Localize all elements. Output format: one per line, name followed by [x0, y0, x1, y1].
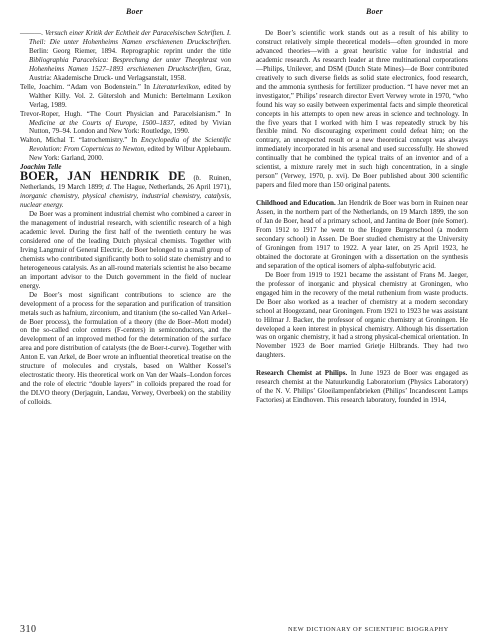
bib-text: edited by Vivian Nutton, 79–94. London and New York: Routledge, 1990.: [29, 118, 231, 136]
entry-name: BOER, JAN HENDRIK DE: [20, 169, 186, 184]
entry-text: (: [185, 174, 196, 183]
right-column: [256, 29, 468, 405]
bibliography-entry: [20, 83, 231, 110]
entry-text: Ruinen, Netherlands, 19 March 1899;: [20, 174, 231, 192]
paragraph: De Boer’s most significant contributions to science are the development of a process for the separation and purification of transition metals such as hafnium, zirconium, and titanium (the so-called Van Arkel–de Boer process), the formulation of a theory (the de Boer–Mott model) on the so-called color centers (F-centers) in semiconductors, and the development of an improved method for the determination of the surface area and pore distribution of catalysts (the de Boer-t-curve). Together with Anton E. van Arkel, de Boer wrote an influential theoretical treatise on the structure of molecules and crystals, based on Walther Kossel’s electrostatic theory. His theoretical work on Van der Waals–London forces and the role of electric “double layers” in colloids prepared the road for the DLVO theory (Derjaguin, Landau, Verwey, Overbeek) on the stability of colloids.: [20, 290, 231, 407]
left-column: [20, 29, 231, 407]
section-paragraph: [256, 369, 468, 405]
bib-text: Trevor-Roper, Hugh. “The Court Physician and Paracelsianism.” In: [20, 109, 231, 118]
bib-text: Graz, Austria: Akademische Druck- und Verlagsanstalt, 1958.: [29, 64, 231, 82]
section-title: Childhood and Education.: [256, 199, 336, 208]
entry-text: The Hague, Netherlands, 26 April 1971),: [111, 183, 231, 192]
section-title: Research Chemist at Philips.: [256, 369, 348, 378]
bib-title: Versuch einer Kritik der Echtheit der Paracelsischen Schriften. I. Theil: Die unter Hohenheims Namen erschienenen Druckschriften.: [29, 29, 231, 46]
book-title-footer: NEW DICTIONARY OF SCIENTIFIC BIOGRAPHY: [288, 626, 449, 633]
entry-heading: [20, 169, 231, 210]
paragraph: De Boer was a prominent industrial chemist who combined a career in the management of industrial research, with scientific research of a high academic level. During the first half of the twentieth century he was considered one of the leading Dutch physical chemists. Together with Irving Langmuir of General Electric, de Boer belonged to a small group of chemists who contributed significantly both to solid state chemistry and to heterogeneous catalysis. As an all-round materials scientist he also became an important advisor to the Dutch government in the field of nuclear energy.: [20, 210, 231, 290]
entry-fields: inorganic chemistry, physical chemistry, industrial chemistry, catalysis, nuclear energy.: [20, 192, 231, 210]
bib-text: ———.: [20, 29, 45, 37]
bibliography-entry: [20, 136, 231, 163]
bib-text: edited by Walther Killy. Vol. 2. Gütersloh and Munich: Bertelmann Lexikon Verlag, 1989.: [29, 82, 231, 109]
page-number: 310: [20, 624, 37, 635]
bib-title: Literaturlexikon,: [152, 82, 201, 91]
birth-label: b.: [195, 174, 202, 183]
paragraph: De Boer’s scientific work stands out as a result of his ability to construct relatively simple theoretical models—often grounded in more advanced theories—with a great heuristic value for industrial and academic research. As research leader at three multinational corporations—Philips, Unilever, and DSM (Dutch State Mines)—de Boer contributed creatively to such diverse fields as solid state electronics, food research, and the ammonia synthesis for fertilizer production. “I have never met an investigator,” Philips’ research director Evert Verwey wrote in 1970, “who found his way so easily between experimental facts and simple theoretical concepts in his attempts to open new areas in science and technology. In the five years that I worked with him I was repeatedly struck by his flexible mind. No discouraging experiment could defeat him; on the contrary, an unexpected result or a new theoretical concept was always immediately incorporated in his arsenal and used successfully. He showed continually that he combined the typical traits of an inventor and of a scientist, a mixture rarely met in such high concentration, in a single person” (Verwey, 1970, p. xvi). De Boer published about 300 scientific papers and filed more than 150 original patents.: [256, 29, 468, 190]
bib-text: Walton, Michal T. “Iatrochemistry.” In: [20, 136, 141, 145]
bibliography-list: [20, 29, 231, 163]
bibliography-entry: [20, 29, 231, 83]
bib-title: Medicine at the Courts of Europe, 1500–1837,: [29, 118, 176, 127]
section-text: Jan Hendrik de Boer was born in Ruinen near Assen, in the northern part of the Netherlands, on 19 March 1899, the son of Jan de Boer, head of a primary school, and Jantina de Boer (née Somer). From 1912 to 1917 he went to the Hogere Burgerschool (a modern secondary school) in Assen. De Boer studied chemistry at the University of Groningen from 1917 to 1922. A year later, on 25 April 1923, he obtained the doctorate at Groningen with a dissertation on the synthesis and separation of the optical isomers of alpha-sulfobutyric acid.: [256, 199, 469, 270]
section-gap: [256, 360, 468, 369]
section-gap: [256, 190, 468, 199]
bib-text: edited by Wilbur Applebaum. New York: Garland, 2000.: [29, 145, 231, 163]
paragraph: De Boer from 1919 to 1921 became the assistant of Frans M. Jaeger, the professor of inorganic and physical chemistry at Groningen, who engaged him in the recovery of the metal ruthenium from waste products. De Boer also worked as a teacher of chemistry at a modern secondary school at Hoogezand, near Groningen. From 1921 to 1923 he was assistant to Hilmar J. Backer, the professor of organic chemistry at Groningen. He developed a keen interest in physical chemistry. Although his dissertation was on organic chemistry, it had a strong physical-chemical orientation. In November 1923 de Boer married Grietje Hilbrands. They had two daughters.: [256, 270, 468, 360]
bib-title: Bibliographia Paracelsica: Besprechung der unter Theophrast von Hohenheims Namen 1527–1893 erschienenen Druckschriften,: [29, 55, 231, 73]
death-label: d.: [106, 183, 112, 192]
author-signature: Joachim Telle: [20, 163, 62, 172]
bib-title: Encyclopedia of the Scientific Revolution: From Copernicus to Newton,: [29, 136, 231, 154]
bib-text: Telle, Joachim. “Adam von Bodenstein.” In: [20, 82, 153, 91]
section-paragraph: [256, 199, 468, 271]
running-head-right: Boer: [366, 7, 383, 16]
bibliography-entry: [20, 110, 231, 137]
section-text: In June 1923 de Boer was engaged as research chemist at the Natuurkundig Laboratorium (Physics Laboratory) of the N. V. Philips’ Gloeilampenfabrieken (Philips’ Incandescent Lamps Factories) at Eindhoven. This research laboratory, founded in 1914,: [256, 369, 468, 405]
bib-text: Berlin: Georg Riemer, 1894. Reprographic reprint under the title: [29, 46, 231, 55]
running-head-left: Boer: [126, 7, 143, 16]
